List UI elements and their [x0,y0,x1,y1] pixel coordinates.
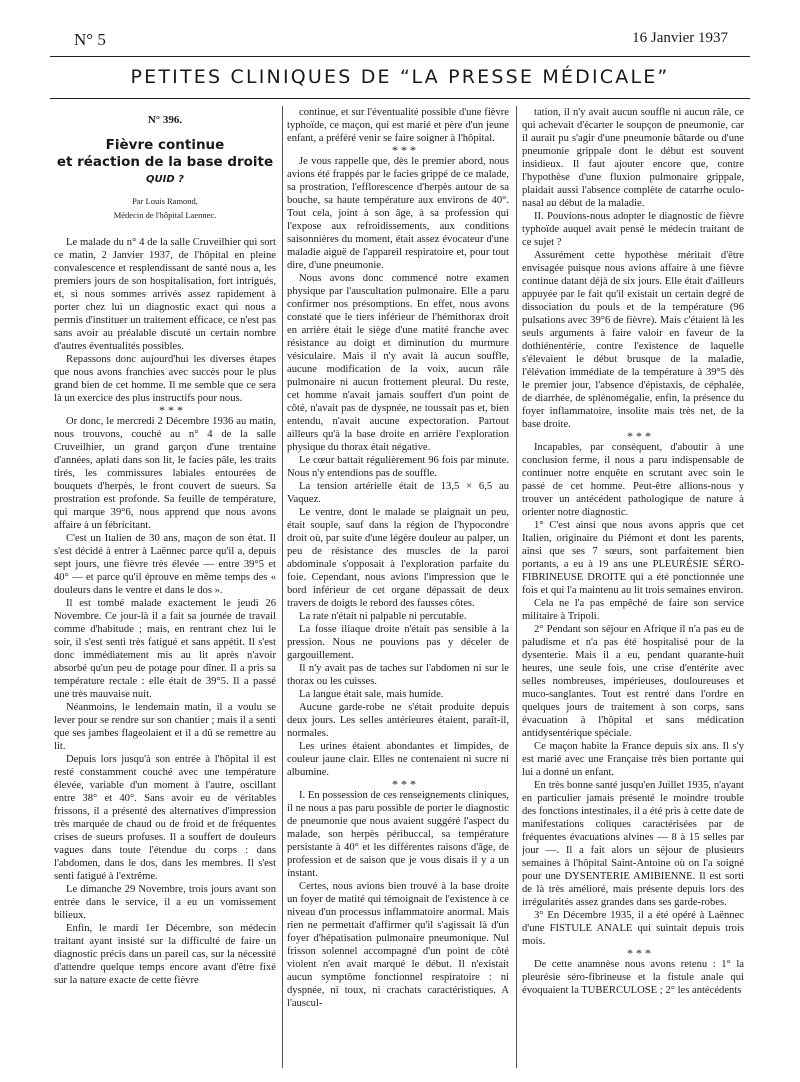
section-separator: * * * [627,429,651,443]
paragraph: La tension artérielle était de 13,5 × 6,5 au Vaquez. [287,481,509,505]
header-rule-bottom [50,98,750,99]
paragraph: Il est tombé malade exactement le jeudi 26 Novembre. Ce jour-là il a fait sa journée de travail comme d'habitude ; mais, en rentrant chez lui le soir, il s'est senti très fatigué et sans appétit. Il s'est donc immédiatement mis au lit après n'avoir absorbé qu'un peu de potage pour dîner. Il a pris sa température rectale : elle était de 39°5. Il a passé une très mauvaise nuit. [54,598,276,700]
paragraph: Repassons donc aujourd'hui les diverses étapes que nous avons franchies avec succès pour le plus grand bien de cet homme. Il me semble que ce sera là un exercice des plus instructifs pour nous. [54,354,276,404]
header-rule-top [50,56,750,57]
column-divider [282,106,283,1068]
paragraph: Cela ne l'a pas empêché de faire son service militaire à Tripoli. [522,598,744,622]
section-separator: * * * [627,946,651,960]
paragraph: Assurément cette hypothèse méritait d'être envisagée puisque nous avions affaire à une fièvre continue datant déjà de six jours. Elle était d'ailleurs appuyée par le fait qu'il existait un certain degré de dissociation du pouls et de la température (96 pulsations avec 39°6 de fièvre). Mais c'étaient là les seuls arguments à faire valoir en faveur de la dothiénentérie, contre l'existence de laquelle s'élevaient le début brusque de la maladie, l'élévation immédiate de la température à 39°5 dès le premier jour, l'absence d'épistaxis, de céphalée, de diarrhée, de splénomégalie, enfin, la présence du foyer inflammatoire, insolite mais très net, de la base droite. [522,250,744,430]
column-divider [516,106,517,1068]
paragraph: Néanmoins, le lendemain matin, il a voulu se lever pour se rendre sur son chantier ; mais il a senti que ses jambes flageolaient et il a dû se remettre au lit. [54,702,276,752]
paragraph: Le dimanche 29 Novembre, trois jours avant son entrée dans le service, il a eu un vomissement bilieux. [54,884,276,921]
article-number: N° 396. [147,114,183,126]
paragraph: Certes, nous avions bien trouvé à la base droite un foyer de matité qui témoignait de l'existence à ce niveau d'un processus inflammatoire anormal. Mais rien ne permettait d'affirmer qu'il s'agissait là d'un foyer d'hépatisation pulmonaire pneumonique. Nul frisson solennel accompagné d'un point de côté violent n'en avait marqué le début. Il n'existait aucun symptôme fonctionnel respiratoire : ni dyspnée, ni toux, ni crachats caractéristiques. A l'auscul- [287,881,509,1009]
paragraph: 2° Pendant son séjour en Afrique il n'a pas eu de paludisme et n'a pas été hospitalisé pour de la dysenterie. Mais il a eu, pendant quarante-huit heures, une seule fois, une crise d'entérite avec selles nombreuses, impérieuses, douloureuses et muco-sanglantes. Tout est rentré dans l'ordre en quelques jours de traitement à son corps, sans évacuation à l'hôpital et sans médication antidysentérique spéciale. [522,624,744,739]
text-column-1 [54,106,276,1070]
text-column-2 [287,106,509,1070]
paragraph: C'est un Italien de 30 ans, maçon de son état. Il s'est décidé à entrer à Laënnec parce qu'il a, depuis sept jours, une fièvre très élevée — entre 39°5 et 40° — et parce qu'il éprouve en même temps des « douleurs dans le ventre et dans le dos ». [54,533,276,596]
paragraph: Ce maçon habite la France depuis six ans. Il s'y est marié avec une Française très bien portante qui lui a donné un enfant. [522,741,744,778]
paragraph: Incapables, par conséquent, d'aboutir à une conclusion ferme, il nous a paru indispensable de continuer notre enquête en scrutant avec soin le passé de cet homme. Peut-être allions-nous y trouver un antécédent pathologique de nature à orienter notre diagnostic. [522,442,744,518]
paragraph: Depuis lors jusqu'à son entrée à l'hôpital il est resté constamment couché avec une température élevée, variable d'un moment à l'autre, oscillant entre 38° et 40°. Sans avoir eu de véritables frissons, il a présenté des alternatives d'impression très marquée de chaud ou de froid et de fréquentes crises de sueurs profuses. Il a souffert de douleurs vagues dans toute l'étendue du corps : dans l'abdomen, dans le dos, dans les membres. Il s'est senti fatigué à l'extrême. [54,754,276,882]
article-subtitle: QUID ? [146,174,184,185]
paragraph: tation, il n'y avait aucun souffle ni aucun râle, ce qui achevait d'écarter le soupçon de pneumonie, car il aurait pu s'agir d'une pneumonie bâtarde ou d'une pneumonie grippale dont le début est souvent insidieux. Il faut ajouter encore que, contre l'hypothèse d'une fluxion pulmonaire grippale, plaidait aussi l'absence complète de catarrhe oculo-nasal au début de la maladie. [522,107,744,209]
paragraph: 1° C'est ainsi que nous avons appris que cet Italien, originaire du Piémont et dont les parents, ainsi que ses 7 sœurs, sont parfaitement bien portants, a eu à 19 ans une PLEURÉSIE SÉRO-FIBRINEUSE DROITE qui a été ponctionnée une fois et qui l'a maintenu au lit trois semaines environ. [522,520,744,596]
paragraph: Aucune garde-robe ne s'était produite depuis deux jours. Les selles antérieures étaient, paraît-il, normales. [287,702,509,739]
issue-number: N° 5 [74,30,106,49]
paragraph: Je vous rappelle que, dès le premier abord, nous avions été frappés par le facies grippé de ce malade, sa prostration, l'efflorescence d'herpès autour de sa bouche, sa haute température aux environs de 40°. Tout cela, joint à son âge, à sa profession qui l'expose aux refroidissements, aux conditions saisonnières du moment, était assez évocateur d'une maladie aiguë de l'appareil respiratoire et, pour tout dire, d'une pneumonie. [287,156,509,271]
paragraph: Les urines étaient abondantes et limpides, de couleur jaune clair. Elles ne contenaient ni sucre ni albumine. [287,741,509,778]
paragraph: La rate n'était ni palpable ni percutable. [299,611,467,622]
author-name: Par Louis Ramond, [132,196,198,206]
paragraph: Le malade du n° 4 de la salle Cruveilhier qui sort ce matin, 2 Janvier 1937, de l'hôpital en pleine convalescence et resplendissant de santé nous a, les premiers jours de son hospitalisation, fort intrigués, et, si nous sommes arrivés assez rapidement à porter chez lui un diagnostic exact qui nous a permis d'instituer un traitement efficace, ce n'est pas sans avoir au préalable discuté un certain nombre d'autres éventualités possibles. [54,237,276,352]
paragraph: Le ventre, dont le malade se plaignait un peu, était souple, sauf dans la région de l'hypocondre droit où, par suite d'une légère douleur au palper, un peu de résistance des muscles de la paroi abdominale s'opposait à l'exploration parfaite du foie. Cependant, nous avions l'impression que le bord inférieur de cet organe dépassait de deux travers de doigts le rebord des fausses côtes. [287,507,509,609]
section-separator: * * * [159,403,183,417]
paragraph: Or donc, le mercredi 2 Décembre 1936 au matin, nous trouvons, couché au n° 4 de la salle Cruveilhier, un grand garçon d'une trentaine d'années, aplati dans son lit, le facies pâle, les traits tirés, les commissures labiales entourées de bouquets d'herpès, le front couvert de sueurs. Sa prostration est profonde. Sa feuille de température, qui marque 39°6, nous apprend que nous avons affaire à un fébricitant. [54,416,276,531]
paragraph: Nous avons donc commencé notre examen physique par l'auscultation pulmonaire. Elle a paru confirmer nos présomptions. En effet, nous avons constaté que le tiers inférieur de l'hémithorax droit en arrière était le siège d'une matité franche avec résistance au doigt et diminution du murmure vésiculaire. Mais il n'y avait là aucun souffle, aucune modification de la voix, aucun râle pulmonaire ni aucun frottement pleural. Du reste, cet homme n'avait jamais souffert d'un point de côté, n'avait pas de dyspnée, ne toussait pas et, bien entendu, n'avait aucune expectoration. Partout ailleurs qu'à la base droite en arrière l'exploration physique du thorax était négative. [287,273,509,453]
paragraph: Enfin, le mardi 1er Décembre, son médecin traitant ayant insisté sur la difficulté de faire un diagnostic précis dans un pareil cas, sur la nécessité d'attendre quelque temps encore avant d'être fixé sur la nature exacte de cette fièvre [54,923,276,986]
text-column-3 [522,106,744,1070]
paragraph: De cette anamnèse nous avons retenu : 1° la pleurésie séro-fibrineuse et la fistule anale qui évoquaient la TUBERCULOSE ; 2° les antécédents [522,959,744,996]
author-affiliation: Médecin de l'hôpital Laennec. [113,210,217,220]
paragraph: Il n'y avait pas de taches sur l'abdomen ni sur le thorax ou les cuisses. [287,663,509,687]
issue-date: 16 Janvier 1937 [632,30,728,46]
masthead-title: PETITES CLINIQUES DE “LA PRESSE MÉDICALE” [130,66,670,88]
paragraph: 3° En Décembre 1935, il a été opéré à Laënnec d'une FISTULE ANALE qui suintait depuis trois mois. [522,910,744,947]
paragraph: La fosse iliaque droite n'était pas sensible à la pression. Nous ne pouvions pas y déceler de gargouillement. [287,624,509,661]
paragraph: I. En possession de ces renseignements cliniques, il ne nous a pas paru possible de porter le diagnostic de pneumonie que nous avaient suggéré l'aspect du malade, son herpès péribuccal, sa température persistante à 40° et les différentes raisons d'âge, de profession et de saison que je vous disais il y a un instant. [287,790,509,879]
paragraph: La langue était sale, mais humide. [299,689,444,700]
paragraph: II. Pouvions-nous adopter le diagnostic de fièvre typhoïde auquel avait pensé le médecin traitant de ce sujet ? [522,211,744,248]
paragraph: continue, et sur l'éventualité possible d'une fièvre typhoïde, ce maçon, qui est marié et père d'un jeune enfant, a préféré venir se faire soigner à l'hôpital. [287,107,509,144]
paragraph: Le cœur battait régulièrement 96 fois par minute. Nous n'y entendions pas de souffle. [287,455,509,479]
article-title-line2: et réaction de la base droite [56,154,274,170]
article-title-line1: Fièvre continue [105,137,225,153]
section-separator: * * * [392,143,416,157]
article-byline [54,194,276,222]
paragraph: En très bonne santé jusqu'en Juillet 1935, n'ayant en particulier jamais présenté le moindre trouble des fonctions intestinales, il a été pris à cette date de manifestations coliques caractérisées par de fréquentes évacuations alvines — 8 à 15 selles par jour —. Il a fait alors un séjour de plusieurs semaines à l'hôpital Saint-Antoine où on l'a soigné pour une DYSENTERIE AMIBIENNE. Il est sorti de là très amélioré, mais présente depuis lors des irrégularités assez grandes dans ses garde-robes. [522,780,744,908]
section-separator: * * * [392,777,416,791]
